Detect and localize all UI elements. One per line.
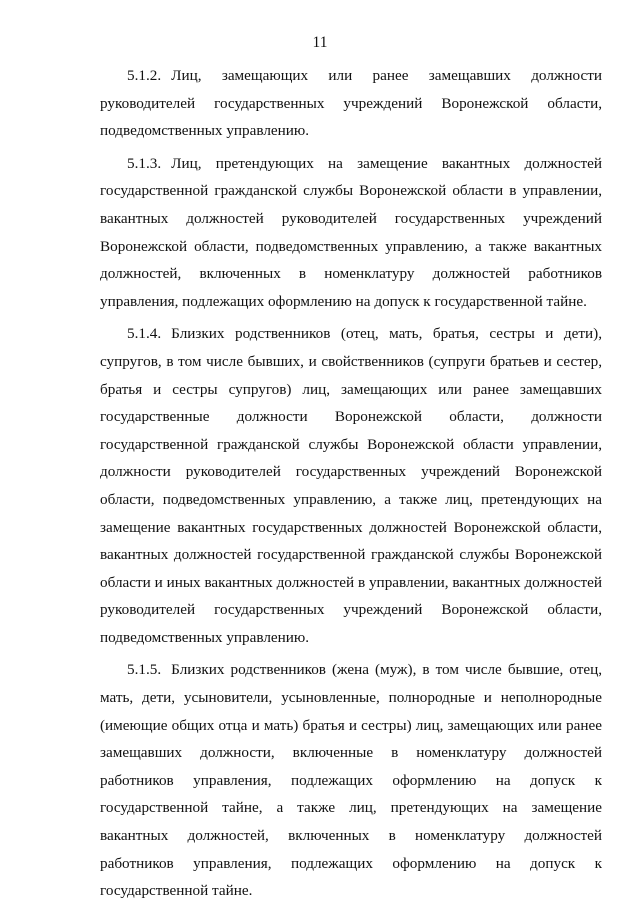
paragraph-number: 5.1.3. [127, 154, 162, 172]
paragraph-number: 5.1.5. [127, 661, 162, 679]
paragraph-text: Близких родственников (жена (муж), в том числе бывшие, отец, мать, дети, усыновители, усыновленные, полнородные и неполнородные (имеющие общих отца и мать) братья и сестры) лиц, замещающих или ранее замещавших должности, включенные в номенклатуру должностей работников управления, подлежащих оформлению на допуск к государственной тайне, а также лиц, претендующих на замещение вакантных должностей, включенных в номенклатуру должностей работников управления, подлежащих оформлению на допуск к государственной тайне. [100, 661, 602, 900]
paragraph-number: 5.1.2. [127, 67, 162, 84]
paragraph-text: Лиц, замещающих или ранее замещавших должности руководителей государственных учреждений Воронежской области, подведомственных управлению. [100, 67, 602, 140]
paragraph-text: Лиц, претендующих на замещение вакантных должностей государственной гражданской службы Воронежской области в управлении, вакантных должностей руководителей государственных учреждений Воронежской области, подведомственных управлению, а также вакантных должностей, включенных в номенклатуру должностей работников управления, подлежащих оформлению на допуск к государственной тайне. [100, 154, 602, 310]
document-body [100, 62, 602, 910]
paragraph-number: 5.1.4. [127, 325, 162, 343]
paragraph-5-1-4 [100, 320, 602, 651]
paragraph-5-1-3 [100, 150, 602, 316]
paragraph-5-1-5 [100, 656, 602, 904]
paragraph-5-1-2 [100, 62, 602, 145]
paragraph-text: Близких родственников (отец, мать, братья, сестры и дети), супругов, в том числе бывших, и свойственников (супруги братьев и сестер, братья и сестры супругов) лиц, замещающих или ранее замещавших государственные должности Воронежской области, должности государственной гражданской службы Воронежской области управлении, должности руководителей государственных учреждений Воронежской области, подведомственных управлению, а также лиц, претендующих на замещение вакантных государственных должностей Воронежской области, вакантных должностей государственной гражданской службы Воронежской области и иных вакантных должностей в управлении, вакантных должностей руководителей государственных учреждений Воронежской области, подведомственных управлению. [100, 325, 602, 646]
page-number: 11 [312, 34, 328, 51]
